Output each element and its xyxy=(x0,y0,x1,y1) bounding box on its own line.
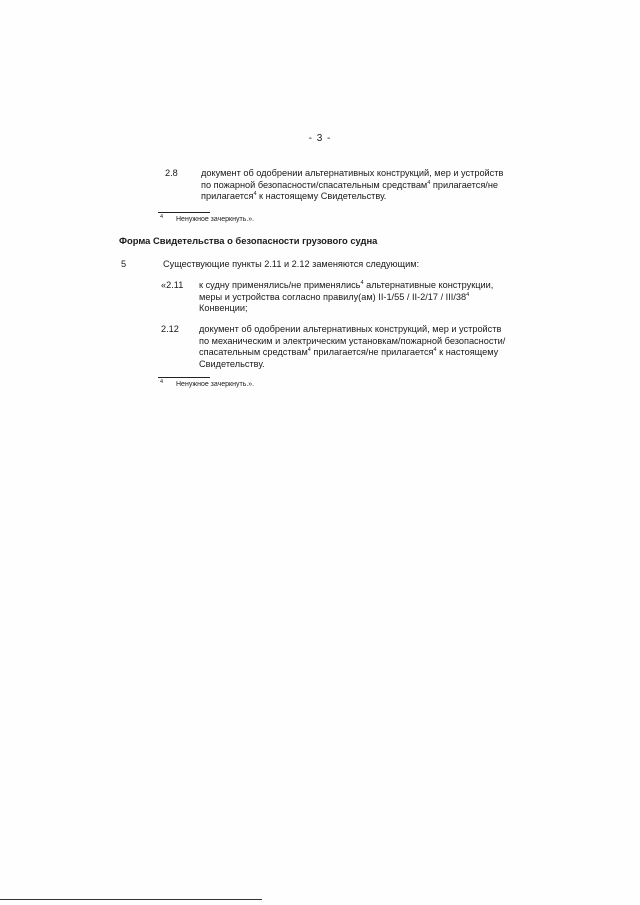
item-2-11-line-1: к судну применялись/не применялись$^4$ альтернативные конструкции, xyxy=(199,280,494,290)
footnote-mark: 4 xyxy=(160,214,164,220)
item-number: 2.8 xyxy=(165,168,178,178)
item-text: Существующие пункты 2.11 и 2.12 заменяются следующим: xyxy=(163,259,420,269)
item-2-11-line-3: Конвенции; xyxy=(199,303,248,314)
footnote-mark: 4 xyxy=(160,379,164,385)
item-2-8-line-1: документ об одобрении альтернативных конструкций, мер и устройств xyxy=(201,168,504,178)
scan-edge-line xyxy=(0,899,262,900)
footnote-text: Ненужное зачеркнуть.». xyxy=(176,216,255,223)
item-text xyxy=(199,324,532,370)
item-2-12-line-1: документ об одобрении альтернативных конструкций, мер и устройств xyxy=(199,324,502,334)
footnote-text: Ненужное зачеркнуть.». xyxy=(176,381,255,388)
footnote-2 xyxy=(160,380,360,390)
item-2-12 xyxy=(161,324,533,374)
item-text xyxy=(199,280,532,315)
footnote-separator xyxy=(158,212,210,213)
item-2-11-line-2: меры и устройства согласно правилу(ам) II-1/55 / II-2/17 / III/$38^4$ xyxy=(199,291,470,302)
section-heading: Форма Свидетельства о безопасности грузового судна xyxy=(119,235,378,246)
page-number: - 3 - xyxy=(308,133,332,144)
item-2-12-line-4: Свидетельству. xyxy=(199,358,265,369)
item-5 xyxy=(121,259,531,271)
item-2-12-line-3: спасательным средствам$^4$ прилагается/не прилагается$^4$ к настоящему xyxy=(199,347,499,358)
footnote-separator xyxy=(158,377,210,378)
item-number: «2.11 xyxy=(161,280,184,290)
item-2-8-line-2: по пожарной безопасности/спасательным средствам$^4$ прилагается/не xyxy=(201,179,499,190)
item-2-8-line-3: прилагается$^4$ к настоящему Свидетельству. xyxy=(201,191,387,202)
item-number: 5 xyxy=(121,259,127,269)
footnote-1 xyxy=(160,215,360,225)
item-2-11 xyxy=(161,280,533,320)
item-text xyxy=(201,168,529,203)
item-2-12-line-2: по механическим и электрическим установкам/пожарной безопасности/ xyxy=(199,335,506,346)
item-2-8 xyxy=(165,168,529,208)
item-number: 2.12 xyxy=(161,324,179,334)
